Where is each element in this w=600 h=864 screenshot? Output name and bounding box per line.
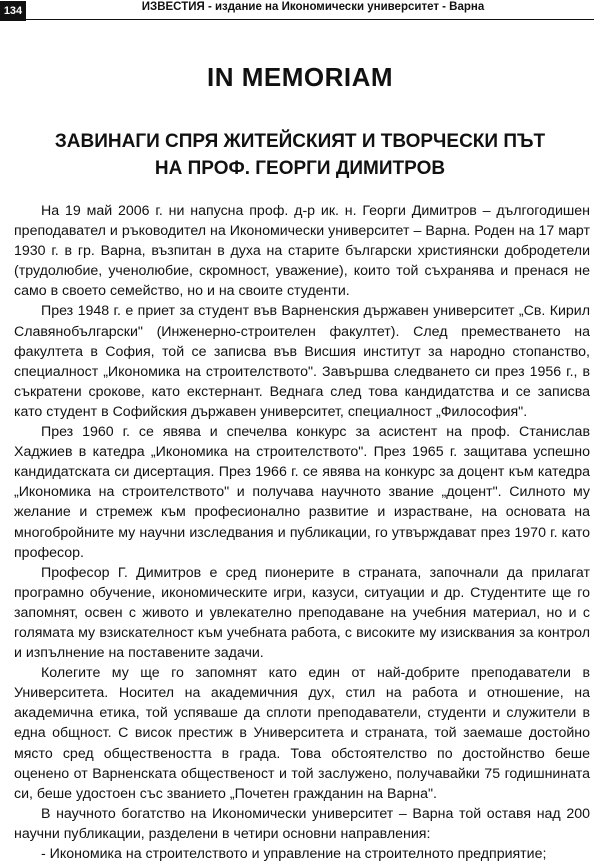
paragraph-2: През 1948 г. е приет за студент във Варненския държавен университет „Св. Кирил Славянобългарски" (Инженерно-строителен факултет). След преместването на факултета в София, той се записва във Висшия институт за народно стопанство, специалност „Икономика на строителството". Завършва следването си през 1956 г., в съкратени срокове, като екстернант. Веднага след това кандидатства и се записва като студент в Софийския държавен университет, специалност „Философия". xyxy=(14,303,590,420)
paragraph-7: - Икономика на строителството и управление на строителното предприятие; xyxy=(41,846,547,862)
paragraph-5: Колегите му ще го запомнят като един от най-добрите преподаватели в Университета. Носител на академичния дух, стил на работа и отношение, на академична етика, той успяваше да сплоти преподаватели, студенти и служители в една общност. С висок престиж в Университета и страната, той заемаше достойно място сред обществеността в града. Това обстоятелство по достойнство беше оценено от Варненската общественост и той заслужено, получавайки 75 годишнината си, беше удостоен със званието „Почетен гражданин на Варна". xyxy=(14,665,590,802)
page-number: 134 xyxy=(0,1,26,21)
paragraph-3: През 1960 г. се явява и спечелва конкурс за асистент на проф. Станислав Хаджиев в катедра „Икономика на строителството". През 1965 г. защитава успешно кандидатската си дисертация. През 1966 г. се явява на конкурс за доцент към катедра „Икономика на строителството" и получава научното звание „доцент". Силното му желание и стремеж към професионално развитие и израстване, на основата на многобройните му научни изследвания и публикации, го утвърждават през 1970 г. като професор. xyxy=(14,424,590,561)
paragraph-6: В научното богатство на Икономически университет – Варна той оставя над 200 научни публикации, разделени в четири основни направления: xyxy=(14,805,590,842)
paragraph-1: На 19 май 2006 г. ни напусна проф. д-р ик. н. Георги Димитров – дългогодишен преподавател и ръководител на Икономически университет – Варна. Роден на 17 март 1930 г. в гр. Варна, възпитан в духа на старите български християнски добродетели (трудолюбие, ученолюбие, скромност, уважение), които той съхранява и пренася не само в своето семейство, но и на своите студенти. xyxy=(14,203,590,300)
article-subtitle xyxy=(0,128,600,182)
article-title: IN MEMORIAM xyxy=(206,62,394,92)
article-body xyxy=(14,201,590,864)
header-rule xyxy=(26,19,594,20)
running-head: ИЗВЕСТИЯ - издание на Икономически университет - Варна xyxy=(141,1,485,13)
page-header xyxy=(0,0,600,22)
subtitle-line-2: НА ПРОФ. ГЕОРГИ ДИМИТРОВ xyxy=(154,158,446,179)
paragraph-4: Професор Г. Димитров е сред пионерите в страната, започнали да прилагат програмно обучение, икономическите игри, казуси, ситуации и др. Студентите ще го запомнят, освен с живото и увлекателно преподаване на учебния материал, но и с голямата му взискателност към учебната работа, с високите му изисквания за контрол и изпълнение на поставените задачи. xyxy=(14,564,590,662)
subtitle-line-1: ЗАВИНАГИ СПРЯ ЖИТЕЙСКИЯТ И ТВОРЧЕСКИ ПЪТ xyxy=(54,131,546,152)
